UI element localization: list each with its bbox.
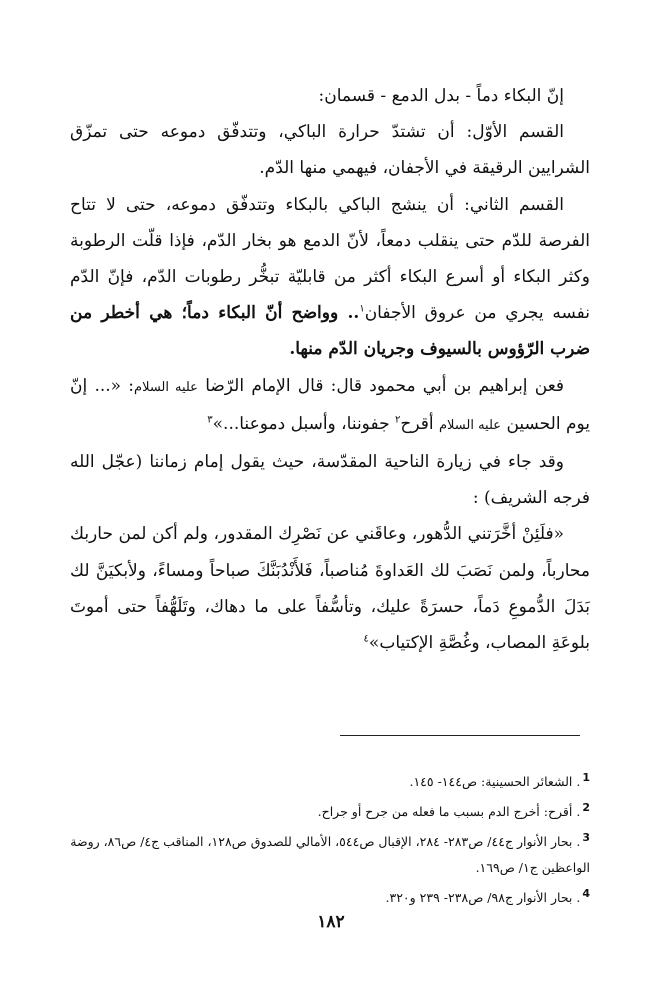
footnote-text: . الشعائر الحسينية: ص١٤٤- ١٤٥. xyxy=(409,774,581,790)
ziyara-intro-paragraph xyxy=(70,444,590,516)
second-part-paragraph xyxy=(70,187,590,368)
footnote-divider xyxy=(340,735,580,736)
footnote-item xyxy=(50,825,590,881)
first-part-paragraph xyxy=(70,114,590,186)
ziyara-quote: «فلَئِنْ أخَّرَتني الدُّهور، وعاقَني عن نَصْرِك المقدور، ولم أكن لمن حاربك محارباً، ولمن نَصَبَ لك العَداوةَ مُناصباً، فَلأَنْدُبَنَّكَ صباحاً ومساءً، ولأبكيَنَّ لك بَدَلَ الدُّموعِ دَماً، حسرَةً عليك، وتأسُّفاً على ما دهاك، وتَلَهُّفاً حتى أموتَ بلوعَةِ المصاب، وغُصَّةِ الإكتياب» xyxy=(70,524,590,654)
footnote-number: 2 xyxy=(582,801,590,815)
footnote-text: . بحار الأنوار ج٩٨/ ص٢٣٨- ٢٣٩ و٣٢٠. xyxy=(385,890,581,906)
note-mark-4: ٤ xyxy=(363,633,369,645)
first-part-text: أن تشتدّ حرارة الباكي، وتتدفّق دموعه حتى تمزّق الشرايين الرقيقة في الأجفان، فيهمي منها الدّم. xyxy=(70,122,590,179)
ziyara-quote-paragraph xyxy=(70,516,590,661)
footnote-item xyxy=(50,765,590,795)
intro-paragraph xyxy=(70,78,590,114)
footnote-number: 1 xyxy=(582,771,590,784)
hadith-text-b: أقرح xyxy=(400,413,434,434)
note-mark-3: ٣ xyxy=(207,414,213,426)
second-part-label: القسم الثاني: xyxy=(464,194,564,215)
main-text xyxy=(70,78,590,661)
hadith-text-a: : «... إنّ يوم الحسين xyxy=(70,375,590,434)
footnotes xyxy=(50,765,590,912)
second-part-text-b: .. وواضح أنّ البكاء دماً؛ هي أخطر من ضرب الرّؤوس بالسيوف وجريان الدّم منها. xyxy=(70,303,590,360)
page-number: ١٨٢ xyxy=(317,912,345,932)
hadith-paragraph xyxy=(70,368,590,444)
note-mark-2: ٢ xyxy=(394,414,401,426)
salutation-mark-2: عليه السلام xyxy=(438,417,502,433)
footnote-number: 4 xyxy=(582,887,590,901)
first-part-label: القسم الأوّل: xyxy=(466,122,565,143)
footnote-number: 3 xyxy=(582,831,590,845)
second-part-text-a: أن ينشج الباكي بالبكاء وتتدفّق دموعه، حتى لا تتاح الفرصة للدّم حتى ينقلب دمعاً، لأنّ الدمع هو بخار الدّم، فإذا قلّت الرطوبة وكثر البكاء أو أسرع البكاء أكثر من قابليّة تبخُّر رطوبات الدّم، فإنّ الدّم نفسه يجري من عروق الأجفان xyxy=(70,194,590,324)
hadith-intro: فعن إبراهيم بن أبي محمود قال: قال الإمام الرّضا xyxy=(205,375,565,396)
hadith-text-c: جفوننا، وأسبل دموعنا...» xyxy=(212,413,390,434)
salutation-mark-1: عليه السلام xyxy=(134,379,198,395)
footnote-text: . بحار الأنوار ج٤٤/ ص٢٨٣- ٢٨٤، الإقبال ص٥٤٤، الأمالي للصدوق ص١٢٨، المناقب ج٤/ ص٨٦، روضة الواعظين ج١/ ص١٦٩. xyxy=(70,834,590,876)
footnote-text: . أقرح: أخرج الدم بسبب ما فعله من جرح أو جراح. xyxy=(317,804,581,820)
intro-text: إنّ البكاء دماً - بدل الدمع - قسمان: xyxy=(318,86,564,106)
note-mark-1: ١ xyxy=(359,303,365,315)
footnote-item xyxy=(50,881,590,911)
footnote-item xyxy=(50,795,590,825)
ziyara-intro: وقد جاء في زيارة الناحية المقدّسة، حيث يقول إمام زماننا (عجّل الله فرجه الشريف) : xyxy=(70,452,590,509)
